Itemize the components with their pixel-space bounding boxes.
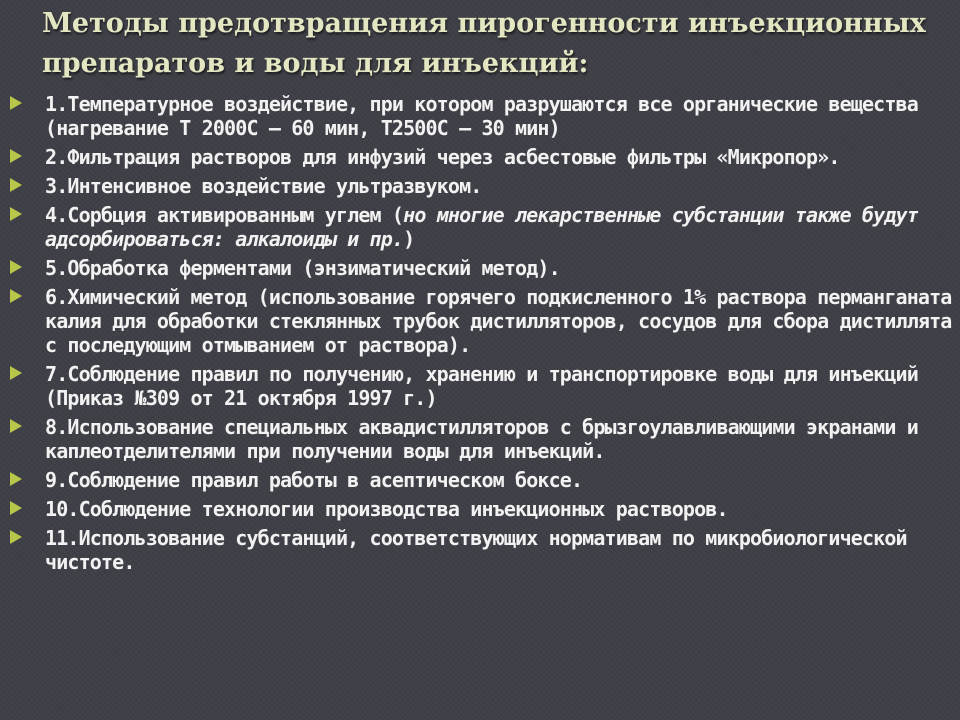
list-item	[0, 468, 960, 492]
arrow-right-triangle-icon	[10, 366, 22, 380]
arrow-right-triangle-icon	[10, 472, 22, 486]
list-item-text-end: )	[403, 227, 415, 251]
list-item	[0, 145, 960, 169]
list-item-text: 9.Соблюдение правил работы в асептическом боксе.	[45, 468, 583, 492]
list-item-text: 11.Использование субстанций, соответствующих нормативам по микробиологической чистоте.	[45, 526, 907, 574]
list-item-text: 5.Обработка ферментами (энзиматический метод).	[45, 256, 560, 280]
list-item-text: 2.Фильтрация растворов для инфузий через асбестовые фильтры «Микропор».	[45, 145, 840, 169]
method-list	[0, 92, 960, 579]
list-item	[0, 362, 960, 410]
list-item-text: 8.Использование специальных аквадистилляторов с брызгоулавливающими экранами и каплеотделителями при получении воды для инъекций.	[45, 415, 918, 463]
list-item-text-start: 4.Сорбция активированным углем (	[45, 203, 404, 227]
list-item	[0, 497, 960, 521]
arrow-right-triangle-icon	[10, 260, 22, 274]
list-item	[0, 174, 960, 198]
list-item	[0, 415, 960, 463]
list-item-text: 1.Температурное воздействие, при котором разрушаются все органические вещества (нагревание Т 2000С – 60 мин, Т2500С – 30 мин)	[45, 92, 918, 140]
list-item-text: 10.Соблюдение технологии производства инъекционных растворов.	[45, 497, 728, 521]
arrow-right-triangle-icon	[10, 419, 22, 433]
arrow-right-triangle-icon	[10, 501, 22, 515]
arrow-right-triangle-icon	[10, 96, 22, 110]
list-item-text: 6.Химический метод (использование горячего подкисленного 1% раствора перманганата калия для обработки стеклянных трубок дистилляторов, сосудов для сбора дистиллята с последующим отмыванием от раствора).	[45, 285, 952, 357]
list-item	[0, 526, 960, 574]
list-item-text: 3.Интенсивное воздействие ультразвуком.	[45, 174, 482, 198]
list-item-text: 7.Соблюдение правил по получению, хранению и транспортировке воды для инъекций (Приказ №309 от 21 октября 1997 г.)	[45, 362, 918, 410]
arrow-right-triangle-icon	[10, 207, 22, 221]
slide-title: Методы предотвращения пирогенности инъекционных препаратов и воды для инъекций:	[42, 8, 926, 79]
arrow-right-triangle-icon	[10, 178, 22, 192]
list-item	[0, 203, 960, 251]
list-item	[0, 92, 960, 140]
arrow-right-triangle-icon	[10, 530, 22, 544]
list-item-text	[45, 203, 952, 251]
arrow-right-triangle-icon	[10, 149, 22, 163]
list-item	[0, 256, 960, 280]
arrow-right-triangle-icon	[10, 289, 22, 303]
list-item-text-italic-note: но многие лекарственные субстанции также будут адсорбироваться: алкалоиды и пр.	[45, 203, 918, 251]
list-item	[0, 285, 960, 357]
